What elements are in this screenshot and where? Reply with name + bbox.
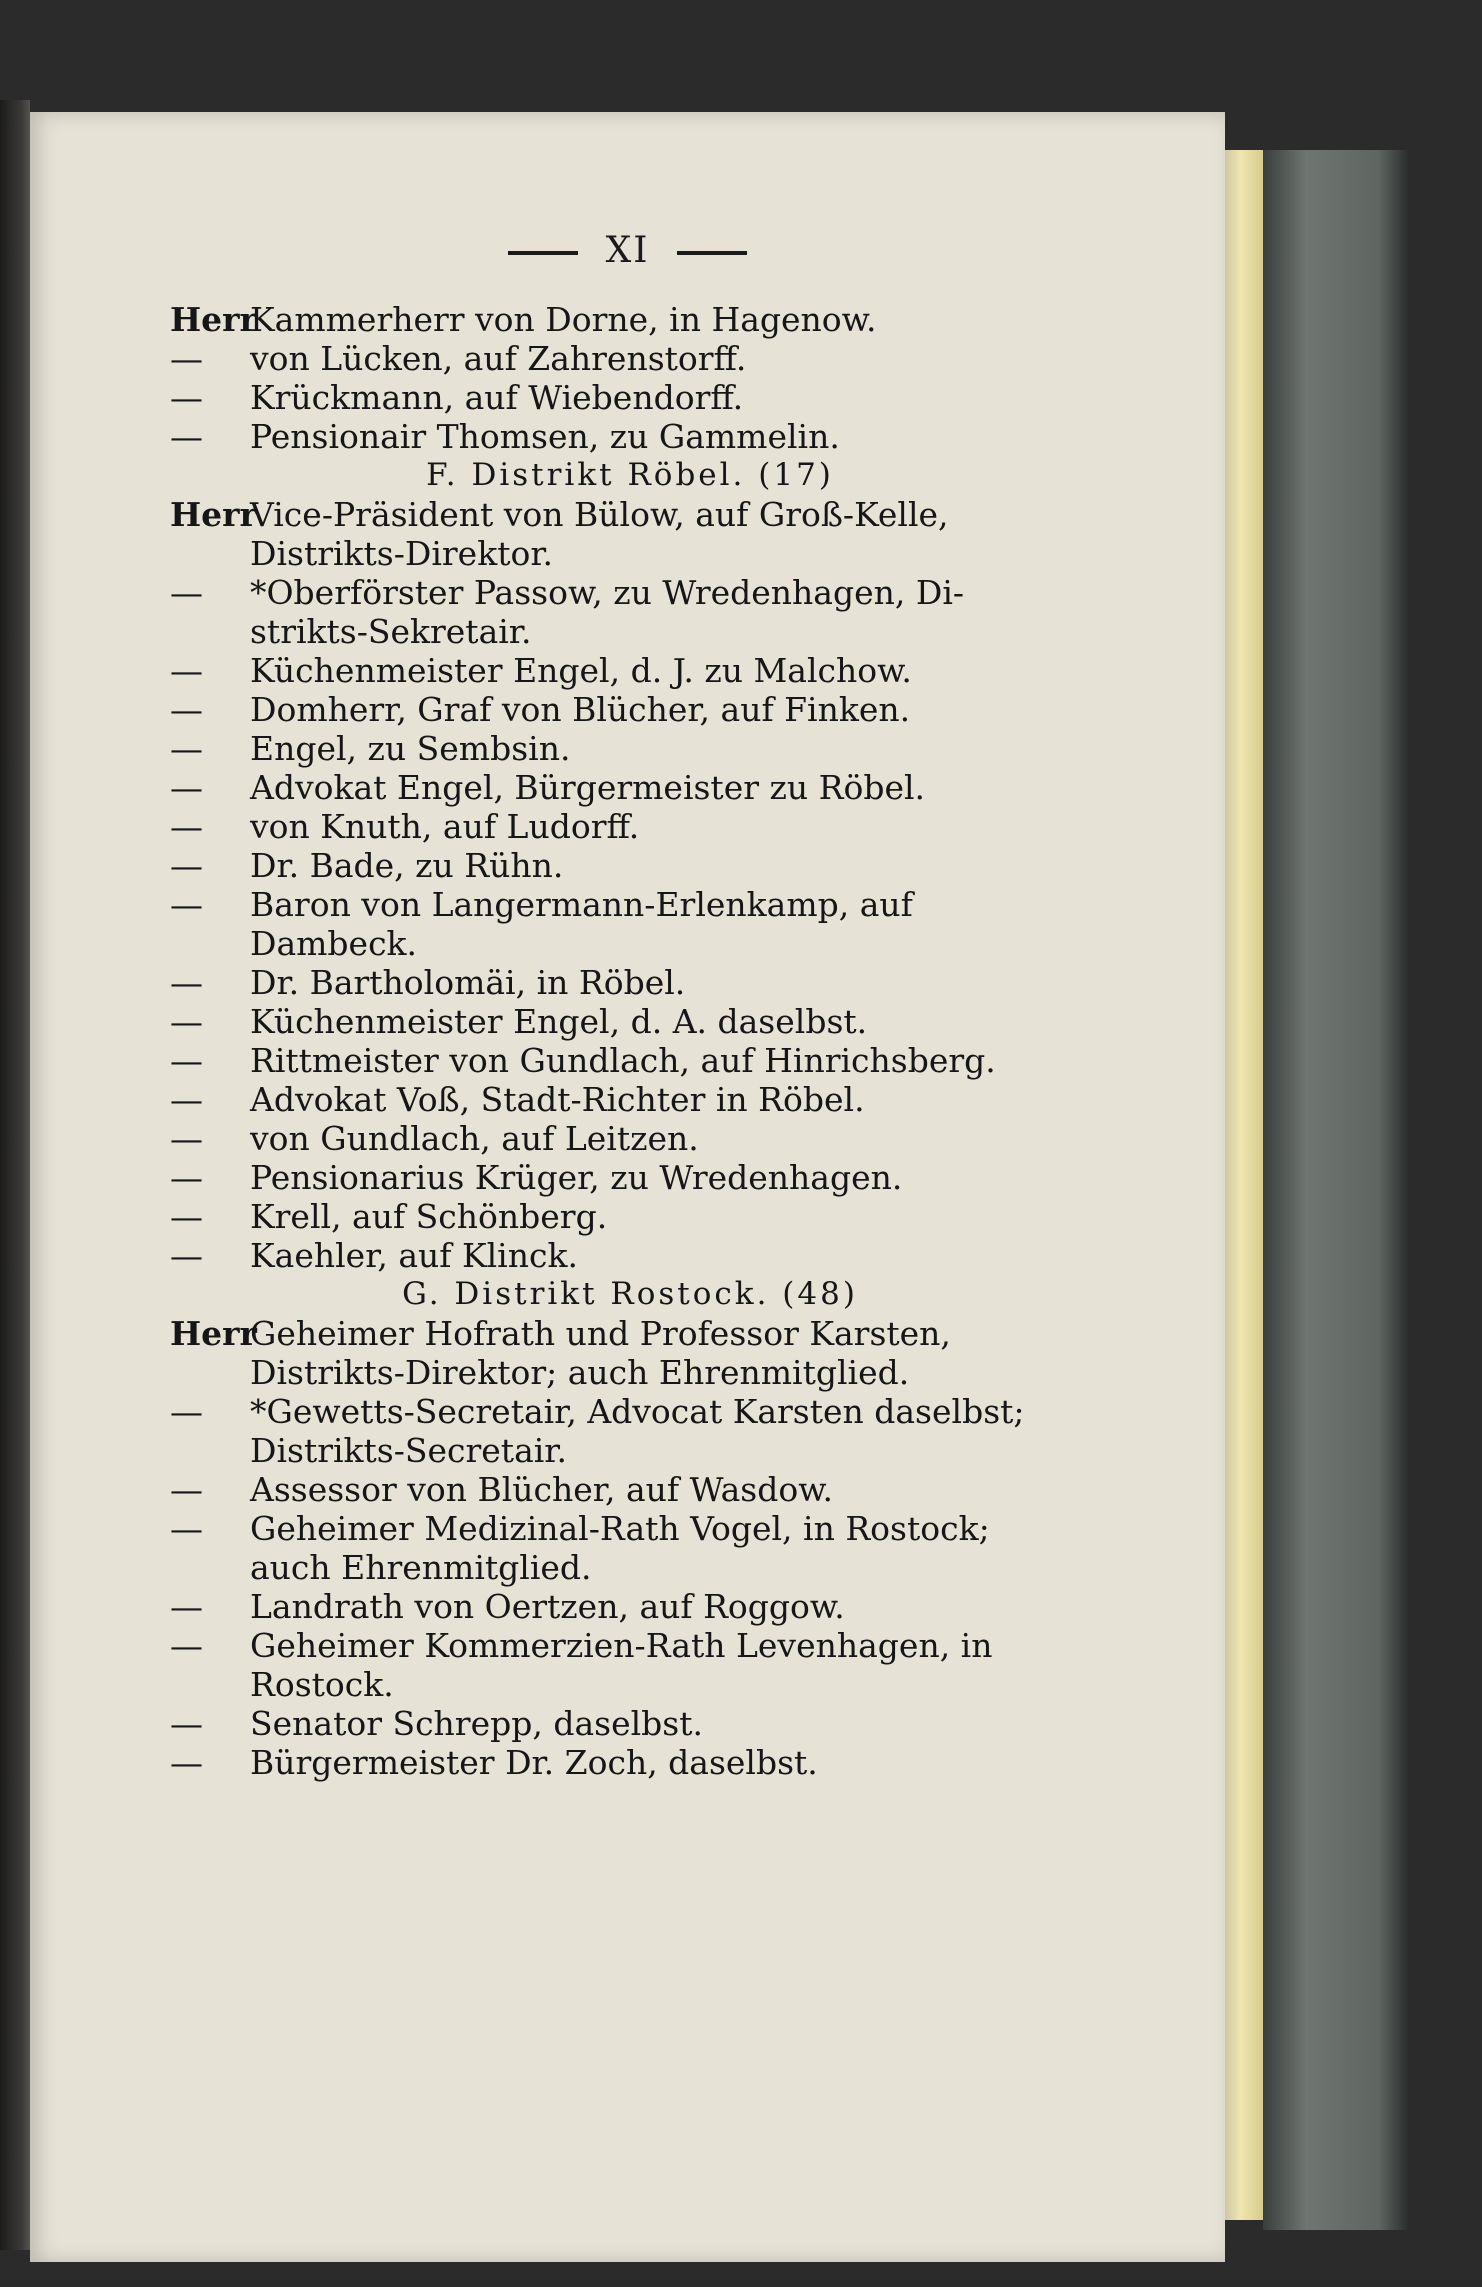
entry-text: Geheimer Medizinal-Rath Vogel, in Rostock; xyxy=(250,1509,990,1548)
entry-lead: — xyxy=(170,1041,203,1080)
entry-lead: — xyxy=(170,1197,203,1236)
entry-text: *Gewetts-Secretair, Advocat Karsten daselbst; xyxy=(250,1392,1025,1431)
list-item xyxy=(170,1080,1090,1119)
entry-text: Kammerherr von Dorne, in Hagenow. xyxy=(250,300,877,339)
entry-text: Dambeck. xyxy=(250,924,418,963)
entry-continuation xyxy=(170,1353,1090,1392)
list-item xyxy=(170,1626,1090,1665)
list-item xyxy=(170,1587,1090,1626)
list-item xyxy=(170,1002,1090,1041)
entry-lead: — xyxy=(170,1002,203,1041)
entry-text: Senator Schrepp, daselbst. xyxy=(250,1704,703,1743)
list-item xyxy=(170,690,1090,729)
entry-lead: — xyxy=(170,1158,203,1197)
entry-continuation xyxy=(170,612,1090,651)
entry-text: auch Ehrenmitglied. xyxy=(250,1548,592,1587)
entry-lead: — xyxy=(170,417,203,456)
list-item xyxy=(170,1704,1090,1743)
list-item xyxy=(170,495,1090,534)
entry-text: Engel, zu Sembsin. xyxy=(250,729,571,768)
list-item xyxy=(170,300,1090,339)
section-heading xyxy=(170,1275,1090,1314)
entry-lead: — xyxy=(170,651,203,690)
list-item xyxy=(170,807,1090,846)
list-item xyxy=(170,378,1090,417)
entry-text: Dr. Bade, zu Rühn. xyxy=(250,846,564,885)
entry-lead: — xyxy=(170,1236,203,1275)
header-dash-left xyxy=(508,251,578,255)
entry-text: Geheimer Kommerzien-Rath Levenhagen, in xyxy=(250,1626,993,1665)
list-item xyxy=(170,1119,1090,1158)
entry-lead: — xyxy=(170,1119,203,1158)
entry-lead: Herr xyxy=(170,300,257,339)
entry-lead: — xyxy=(170,1743,203,1782)
book-spine-left xyxy=(0,100,30,2250)
entry-lead: — xyxy=(170,846,203,885)
entry-lead: — xyxy=(170,1080,203,1119)
list-item xyxy=(170,1236,1090,1275)
entry-text: Kaehler, auf Klinck. xyxy=(250,1236,578,1275)
entry-text: Pensionair Thomsen, zu Gammelin. xyxy=(250,417,840,456)
section-heading-text: F. Distrikt Röbel. (17) xyxy=(426,457,834,493)
entry-text: Advokat Voß, Stadt-Richter in Röbel. xyxy=(250,1080,865,1119)
entry-text: Dr. Bartholomäi, in Röbel. xyxy=(250,963,686,1002)
entry-lead: — xyxy=(170,1626,203,1665)
list-item xyxy=(170,1392,1090,1431)
section-heading-text: G. Distrikt Rostock. (48) xyxy=(402,1276,858,1312)
entry-lead: — xyxy=(170,378,203,417)
list-item xyxy=(170,1197,1090,1236)
header-dash-right xyxy=(677,251,747,255)
book-cover xyxy=(1263,150,1408,2230)
entry-text: *Oberförster Passow, zu Wredenhagen, Di- xyxy=(250,573,965,612)
entry-text: strikts-Sekretair. xyxy=(250,612,532,651)
entry-text: von Knuth, auf Ludorff. xyxy=(250,807,640,846)
entry-lead: — xyxy=(170,339,203,378)
entry-text: Küchenmeister Engel, d. J. zu Malchow. xyxy=(250,651,912,690)
page-number: XI xyxy=(605,230,650,271)
entry-text: Domherr, Graf von Blücher, auf Finken. xyxy=(250,690,911,729)
list-item xyxy=(170,1158,1090,1197)
page-edges xyxy=(1225,150,1263,2220)
entry-text: Distrikts-Secretair. xyxy=(250,1431,567,1470)
list-item xyxy=(170,1041,1090,1080)
entry-text: Küchenmeister Engel, d. A. daselbst. xyxy=(250,1002,868,1041)
entry-text: Baron von Langermann-Erlenkamp, auf xyxy=(250,885,913,924)
list-item xyxy=(170,1509,1090,1548)
entry-lead: — xyxy=(170,1509,203,1548)
entry-lead: — xyxy=(170,729,203,768)
entry-continuation xyxy=(170,534,1090,573)
list-item xyxy=(170,651,1090,690)
entry-lead: — xyxy=(170,807,203,846)
entry-text: Distrikts-Direktor. xyxy=(250,534,553,573)
list-item xyxy=(170,1314,1090,1353)
entry-text: Pensionarius Krüger, zu Wredenhagen. xyxy=(250,1158,903,1197)
entry-lead: — xyxy=(170,1587,203,1626)
entry-continuation xyxy=(170,1431,1090,1470)
entry-text: Krückmann, auf Wiebendorff. xyxy=(250,378,744,417)
entry-text: Landrath von Oertzen, auf Roggow. xyxy=(250,1587,845,1626)
entry-lead: — xyxy=(170,1392,203,1431)
entry-text: Advokat Engel, Bürgermeister zu Röbel. xyxy=(250,768,926,807)
entry-text: von Gundlach, auf Leitzen. xyxy=(250,1119,699,1158)
entry-text: Rittmeister von Gundlach, auf Hinrichsberg. xyxy=(250,1041,996,1080)
entry-continuation xyxy=(170,1665,1090,1704)
entry-text: Krell, auf Schönberg. xyxy=(250,1197,608,1236)
entry-lead: — xyxy=(170,1704,203,1743)
entry-lead: — xyxy=(170,885,203,924)
entry-text: Bürgermeister Dr. Zoch, daselbst. xyxy=(250,1743,818,1782)
list-item xyxy=(170,846,1090,885)
entry-text: Assessor von Blücher, auf Wasdow. xyxy=(250,1470,834,1509)
list-item xyxy=(170,729,1090,768)
entry-continuation xyxy=(170,924,1090,963)
entry-continuation xyxy=(170,1548,1090,1587)
entry-lead: — xyxy=(170,573,203,612)
list-item xyxy=(170,1470,1090,1509)
directory-list xyxy=(170,300,1090,1782)
list-item xyxy=(170,339,1090,378)
list-item xyxy=(170,768,1090,807)
entry-lead: Herr xyxy=(170,1314,257,1353)
entry-lead: Herr xyxy=(170,495,257,534)
entry-text: von Lücken, auf Zahrenstorff. xyxy=(250,339,747,378)
list-item xyxy=(170,573,1090,612)
list-item xyxy=(170,417,1090,456)
entry-lead: — xyxy=(170,963,203,1002)
entry-lead: — xyxy=(170,1470,203,1509)
entry-text: Vice-Präsident von Bülow, auf Groß-Kelle, xyxy=(250,495,949,534)
section-heading xyxy=(170,456,1090,495)
entry-lead: — xyxy=(170,768,203,807)
entry-text: Distrikts-Direktor; auch Ehrenmitglied. xyxy=(250,1353,910,1392)
list-item xyxy=(170,885,1090,924)
page-header xyxy=(30,230,1225,271)
list-item xyxy=(170,1743,1090,1782)
entry-text: Geheimer Hofrath und Professor Karsten, xyxy=(250,1314,951,1353)
list-item xyxy=(170,963,1090,1002)
entry-text: Rostock. xyxy=(250,1665,394,1704)
entry-lead: — xyxy=(170,690,203,729)
